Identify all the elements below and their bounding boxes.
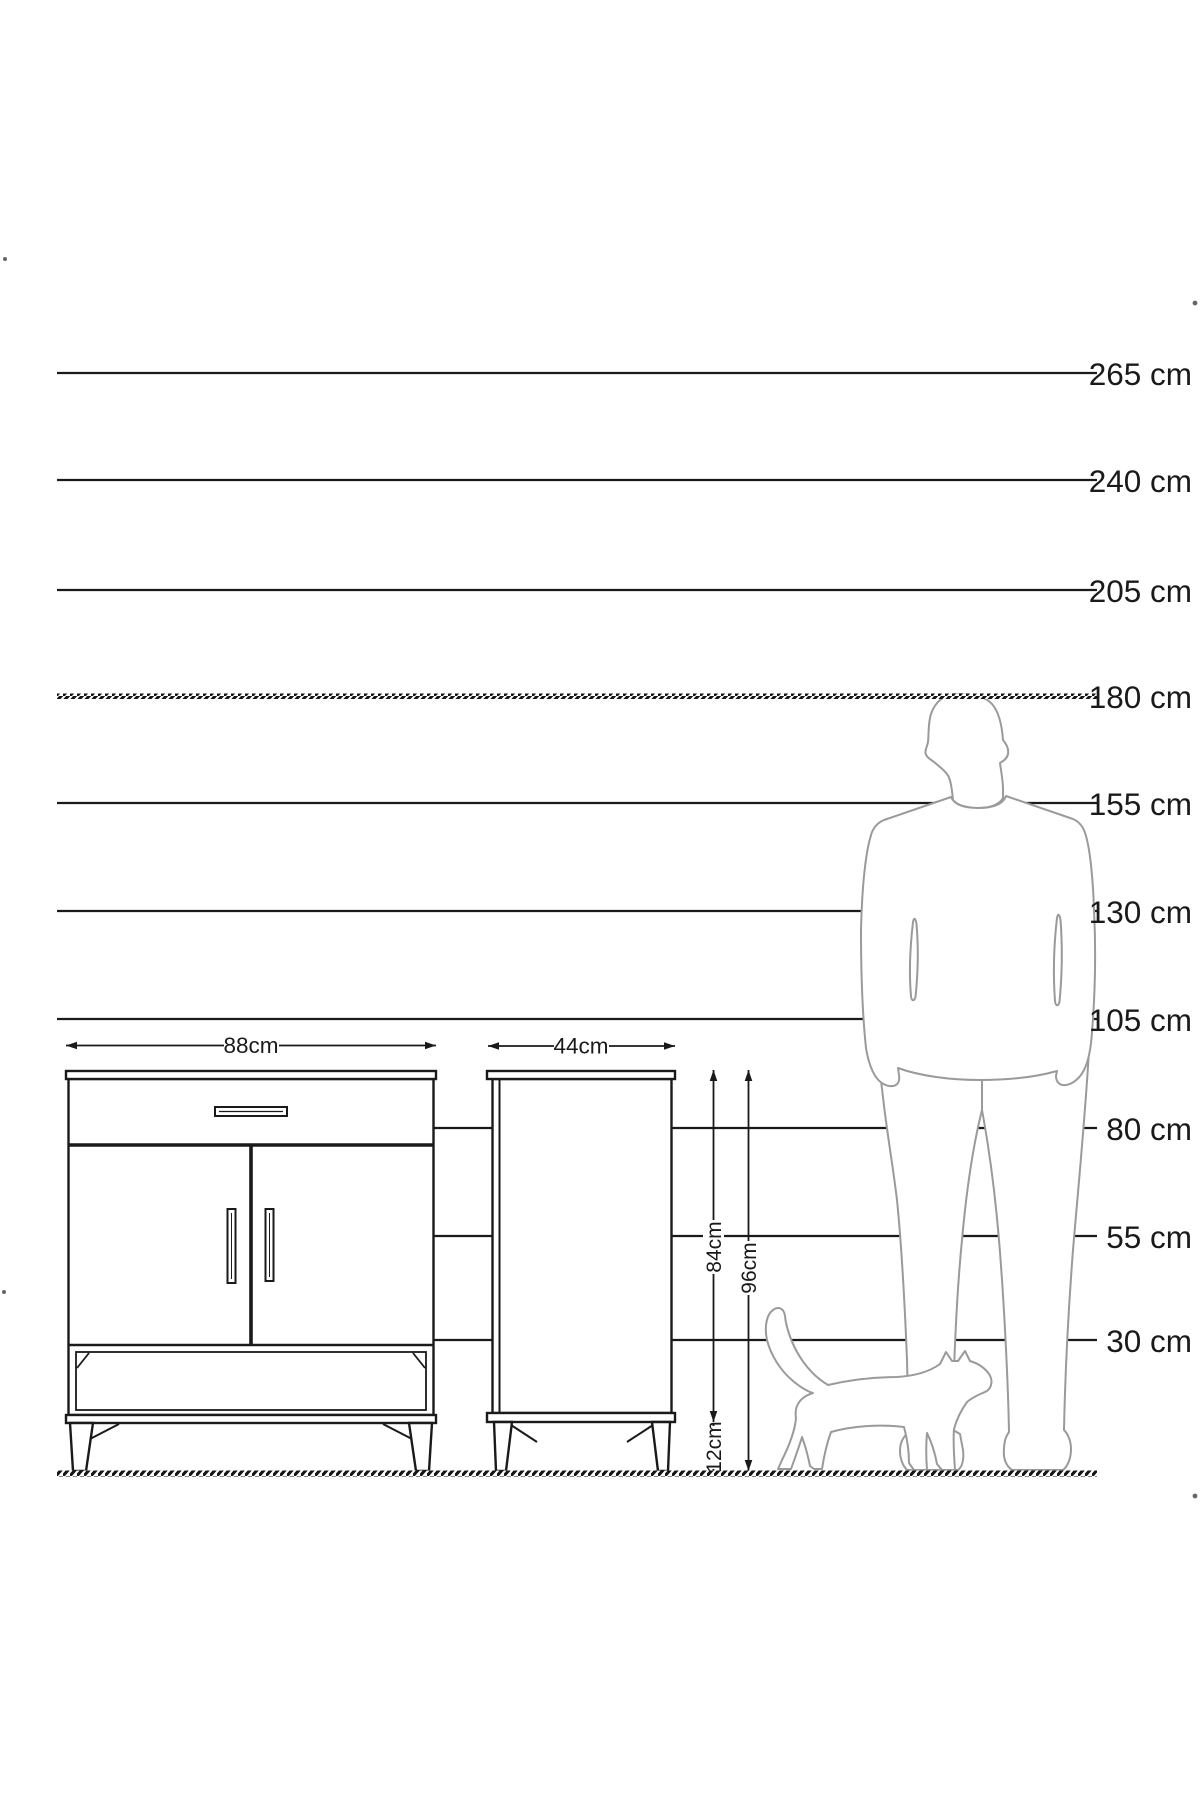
cabinet-front-shelf-inner xyxy=(76,1352,426,1410)
man-jacket-slit-right xyxy=(1054,915,1062,1005)
dim-96-arrow-bottom xyxy=(745,1460,753,1471)
dim-44-arrow-right xyxy=(664,1042,675,1050)
dim-88-arrow-left xyxy=(66,1042,77,1050)
dim-84-label: 84cm xyxy=(703,1221,726,1273)
ruler-label-180: 180 cm xyxy=(1088,679,1192,715)
cabinet-front-view xyxy=(66,1071,436,1471)
dim-84-arrow-top xyxy=(710,1070,718,1081)
cabinet-front-leg-right xyxy=(409,1423,432,1471)
cabinet-side-top-board xyxy=(487,1071,675,1079)
artifact-dot xyxy=(3,257,7,261)
ruler-label-205: 205 cm xyxy=(1088,573,1192,609)
artifact-dot xyxy=(1193,301,1198,306)
cabinet-front-leg-right-brace xyxy=(383,1424,412,1439)
artifact-dot xyxy=(1193,1494,1198,1499)
cabinet-side-leg-right-brace xyxy=(627,1425,653,1442)
cabinet-side-leg-left-brace xyxy=(511,1425,537,1442)
ruler-label-240: 240 cm xyxy=(1088,463,1192,499)
ruler-label-30: 30 cm xyxy=(1106,1323,1192,1359)
ruler-labels xyxy=(1089,356,1192,1359)
dim-88-arrow-right xyxy=(425,1042,436,1050)
ruler-label-55: 55 cm xyxy=(1106,1219,1192,1255)
cabinet-side-bottom-board xyxy=(487,1413,675,1422)
dim-88-label: 88cm xyxy=(223,1033,279,1058)
ruler-label-105: 105 cm xyxy=(1088,1002,1192,1038)
artifact-dot xyxy=(2,1290,6,1294)
cabinet-side-leg-left xyxy=(494,1422,512,1471)
man-head xyxy=(925,694,1008,808)
dim-96-label: 96cm xyxy=(738,1242,761,1294)
ruler-label-80: 80 cm xyxy=(1106,1111,1192,1147)
cabinet-side-body xyxy=(493,1079,672,1413)
cabinet-front-leg-left-brace xyxy=(90,1424,119,1439)
cabinet-front-top-board xyxy=(66,1071,436,1079)
dim-84-arrow-bottom xyxy=(710,1411,718,1422)
dim-12-label: 12cm xyxy=(703,1421,726,1473)
ruler-label-265: 265 cm xyxy=(1088,356,1192,392)
man-silhouette xyxy=(861,694,1095,1470)
cabinet-side-leg-right xyxy=(652,1422,670,1471)
ruler-label-130: 130 cm xyxy=(1088,894,1192,930)
cabinet-side-view xyxy=(487,1071,675,1471)
man-jacket-slit-left xyxy=(910,919,918,1000)
cabinet-front-bottom-board xyxy=(66,1415,436,1423)
dim-44-label: 44cm xyxy=(553,1033,609,1059)
dim-96-arrow-top xyxy=(745,1070,753,1081)
reference-line-180-hatched xyxy=(57,694,1097,700)
ground-line-hatched xyxy=(57,1471,1097,1477)
cabinet-front-leg-left xyxy=(70,1423,93,1471)
ruler-label-155: 155 cm xyxy=(1088,786,1192,822)
dim-44-arrow-left xyxy=(488,1042,499,1050)
man-right-leg xyxy=(982,1050,1089,1470)
